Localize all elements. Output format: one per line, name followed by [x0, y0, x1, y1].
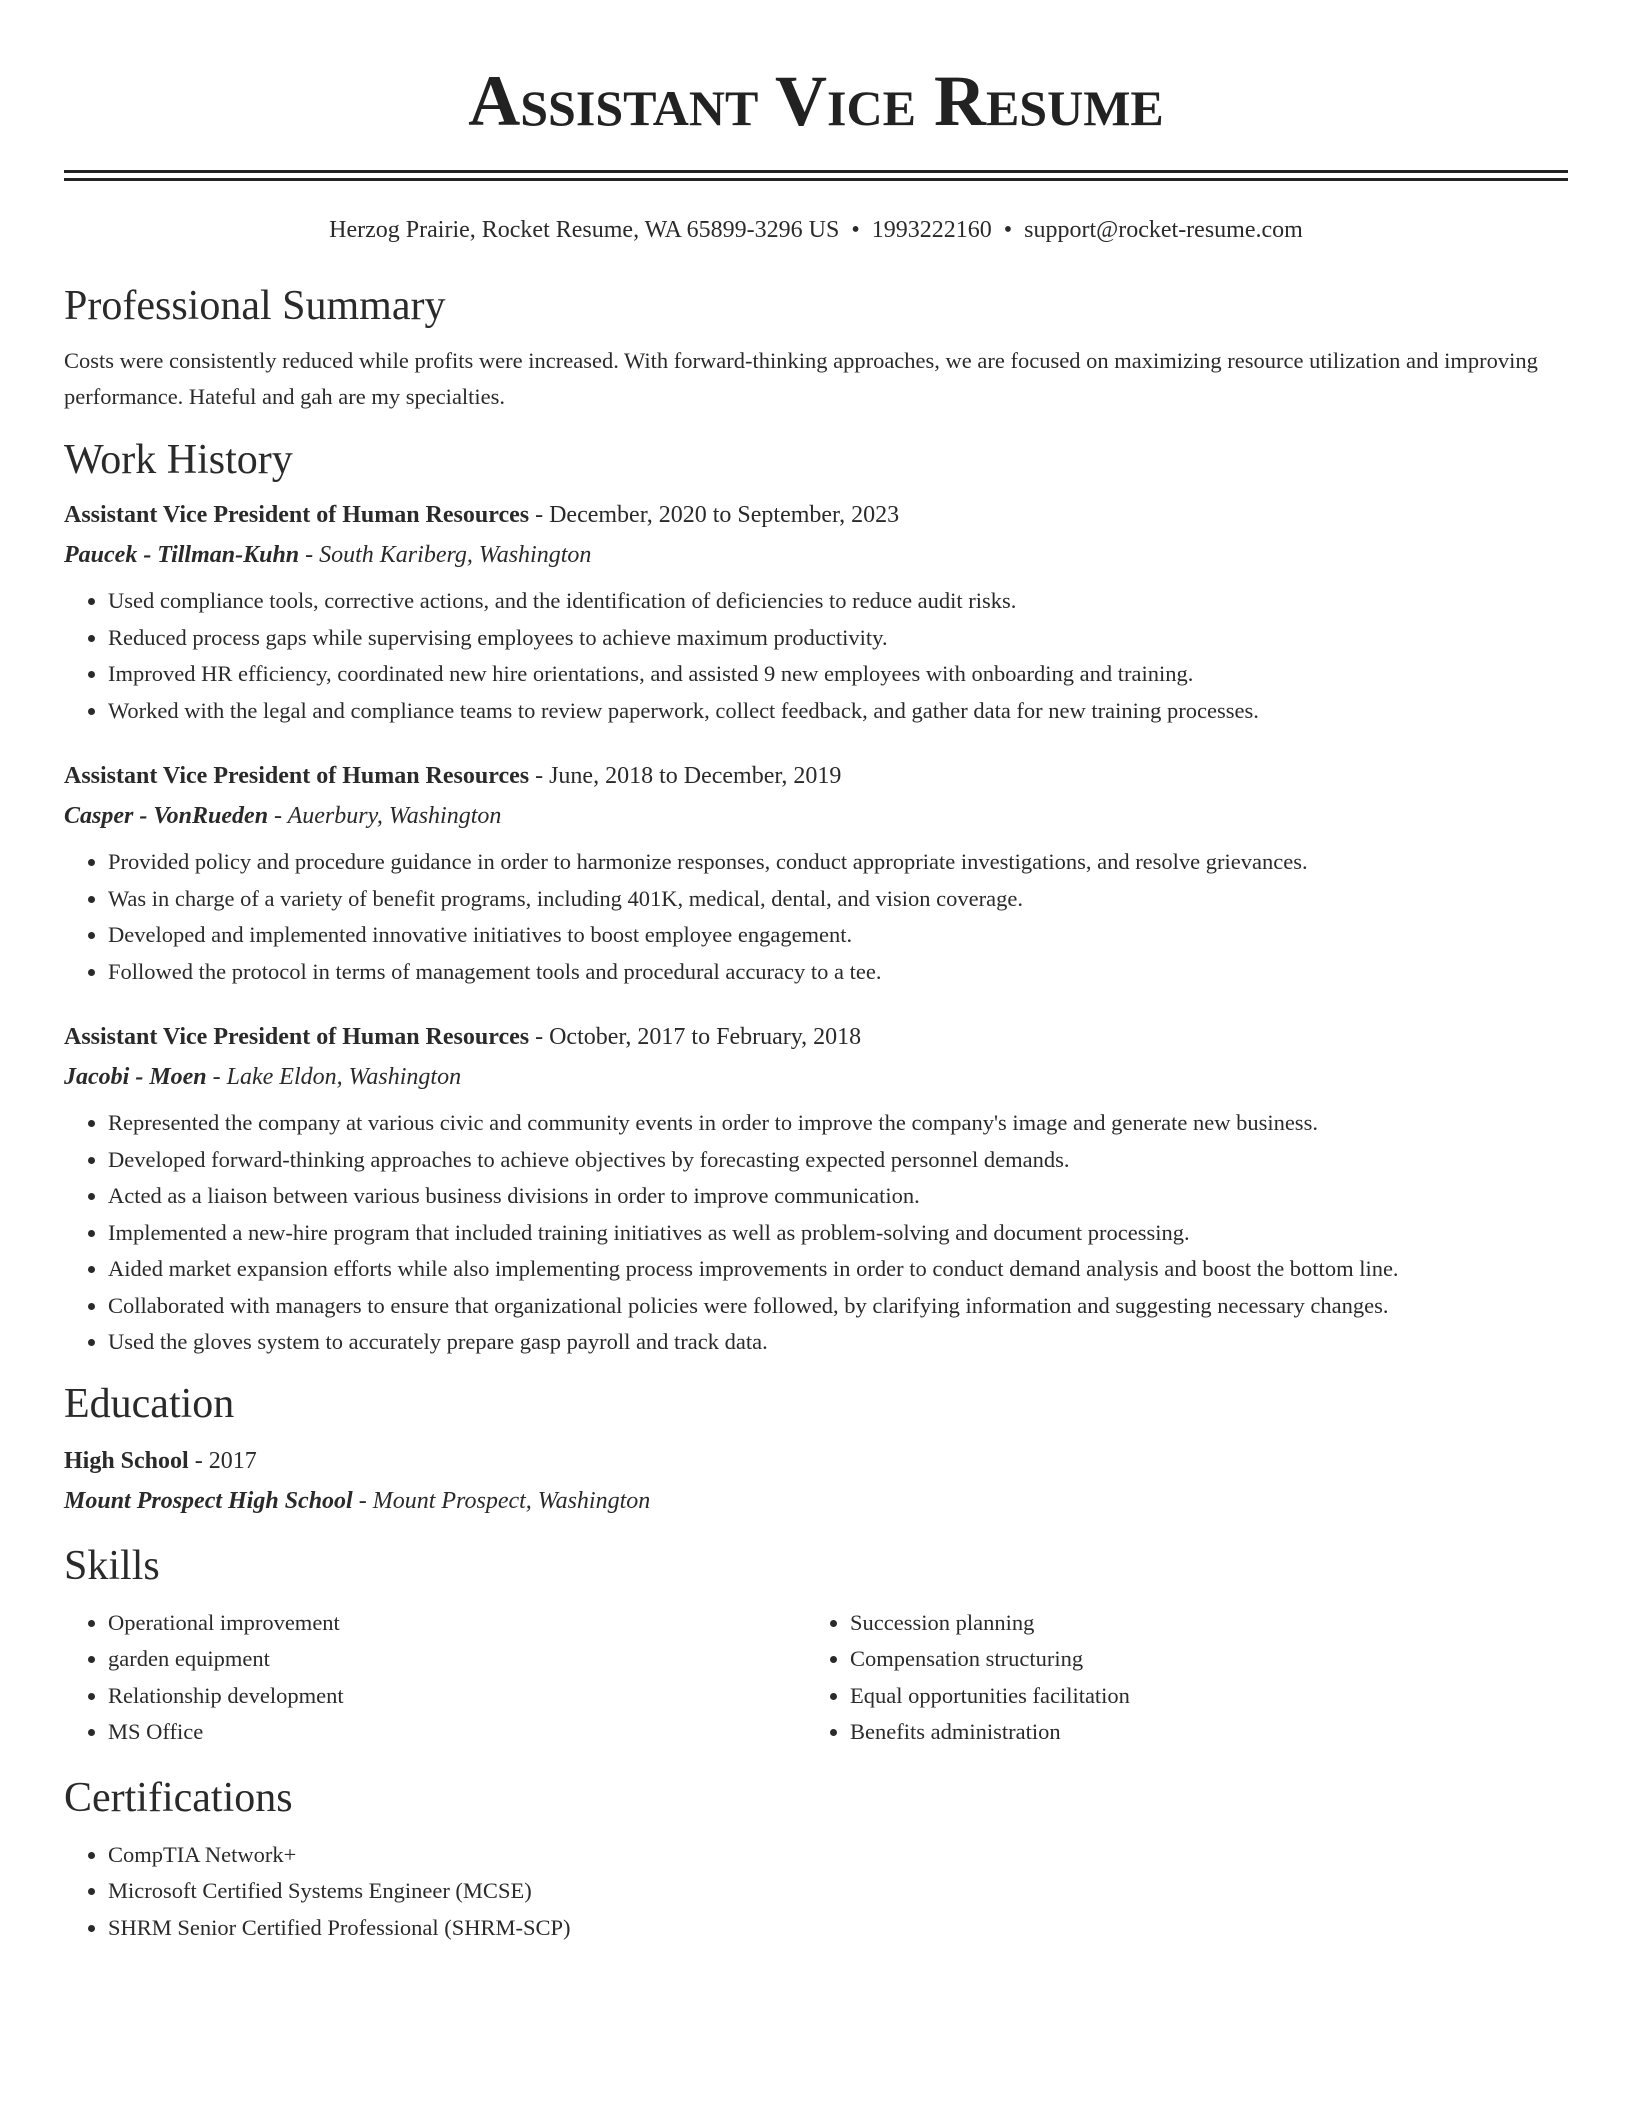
job-dates: - October, 2017 to February, 2018 [529, 1024, 862, 1050]
education-entry [64, 1443, 1568, 1519]
job-title-line [64, 758, 1568, 794]
job-location: - Auerbury, Washington [268, 803, 502, 829]
skill-item: • Benefits administration [850, 1714, 1548, 1751]
skill-item: • Compensation structuring [850, 1641, 1548, 1678]
contact-email: support@rocket-resume.com [1024, 217, 1303, 243]
job-location: - South Kariberg, Washington [299, 542, 592, 568]
job-title: Assistant Vice President of Human Resources [64, 502, 530, 528]
job-bullet: • Reduced process gaps while supervising employees to achieve maximum productivity. [108, 620, 1568, 657]
skills-list-right [806, 1605, 1548, 1751]
education-degree-line [64, 1443, 1568, 1479]
education-year: - 2017 [188, 1447, 257, 1474]
job-dates: - December, 2020 to September, 2023 [529, 502, 900, 528]
job-bullet: • Improved HR efficiency, coordinated new hire orientations, and assisted 9 new employees with onboarding and training. [108, 656, 1568, 693]
job-location: - Lake Eldon, Washington [206, 1064, 462, 1090]
job-title: Assistant Vice President of Human Resources [64, 1024, 530, 1050]
job-bullet: • Acted as a liaison between various business divisions in order to improve communication. [108, 1178, 1568, 1215]
job-bullet: • Implemented a new-hire program that included training initiatives as well as problem-solving and document processing. [108, 1215, 1568, 1252]
job-company: Jacobi - Moen [64, 1064, 207, 1090]
job-bullet: • Provided policy and procedure guidance in order to harmonize responses, conduct appropriate investigations, and resolve grievances. [108, 844, 1568, 881]
job-bullet: • Was in charge of a variety of benefit programs, including 401K, medical, dental, and vision coverage. [108, 881, 1568, 918]
job-title: Assistant Vice President of Human Resources [64, 763, 530, 789]
education-location: - Mount Prospect, Washington [352, 1487, 651, 1514]
contact-separator: • [1003, 217, 1013, 243]
skill-item: • Operational improvement [108, 1605, 806, 1642]
contact-line [64, 215, 1568, 245]
certifications-heading: Certifications [64, 1774, 293, 1821]
contact-phone: 1993222160 [871, 217, 992, 243]
education-heading: Education [64, 1380, 235, 1427]
summary-heading: Professional Summary [64, 283, 446, 329]
skill-item: • MS Office [108, 1714, 806, 1751]
job-title-line [64, 497, 1568, 533]
job-bullet: • Worked with the legal and compliance teams to review paperwork, collect feedback, and gather data for new training processes. [108, 693, 1568, 730]
job-company: Paucek - Tillman-Kuhn [64, 542, 300, 568]
job-title-line [64, 1019, 1568, 1055]
header-double-rule [64, 170, 1568, 181]
job-entry [64, 1019, 1568, 1361]
job-dates: - June, 2018 to December, 2019 [529, 763, 842, 789]
job-company-line [64, 1059, 1568, 1095]
education-school: Mount Prospect High School [64, 1487, 353, 1514]
job-entry [64, 758, 1568, 990]
skill-item: • Relationship development [108, 1678, 806, 1715]
job-bullet: • Used compliance tools, corrective actions, and the identification of deficiencies to reduce audit risks. [108, 583, 1568, 620]
work-history-heading: Work History [64, 437, 293, 483]
job-entry [64, 497, 1568, 729]
job-bullet: • Used the gloves system to accurately prepare gasp payroll and track data. [108, 1324, 1568, 1361]
skill-item: • garden equipment [108, 1641, 806, 1678]
skill-item: • Equal opportunities facilitation [850, 1678, 1548, 1715]
skill-item: • Succession planning [850, 1605, 1548, 1642]
job-company-line [64, 537, 1568, 573]
certification-item: • SHRM Senior Certified Professional (SHRM-SCP) [108, 1910, 1568, 1947]
skills-columns [64, 1605, 1568, 1751]
job-company: Casper - VonRueden [64, 803, 269, 829]
certifications-list [64, 1837, 1568, 1947]
contact-separator: • [851, 217, 860, 243]
job-bullet: • Aided market expansion efforts while also implementing process improvements in order to conduct demand analysis and boost the bottom line. [108, 1251, 1568, 1288]
resume-name: Assistant Vice Resume [468, 61, 1164, 141]
summary-text: Costs were consistently reduced while profits were increased. With forward-thinking approaches, we are focused on maximizing resource utilization and improving performance. Hateful and gah are my specialties. [64, 348, 1538, 409]
job-bullets [64, 583, 1568, 729]
job-bullet: • Followed the protocol in terms of management tools and procedural accuracy to a tee. [108, 954, 1568, 991]
certification-item: • Microsoft Certified Systems Engineer (MCSE) [108, 1873, 1568, 1910]
job-bullet: • Developed and implemented innovative initiatives to boost employee engagement. [108, 917, 1568, 954]
job-bullet: • Developed forward-thinking approaches to achieve objectives by forecasting expected personnel demands. [108, 1142, 1568, 1179]
job-company-line [64, 798, 1568, 834]
contact-address: Herzog Prairie, Rocket Resume, WA 65899-3296 US [329, 217, 840, 243]
job-bullets [64, 1105, 1568, 1361]
certification-item: • CompTIA Network+ [108, 1837, 1568, 1874]
skills-list-left [64, 1605, 806, 1751]
job-bullet: • Represented the company at various civic and community events in order to improve the company's image and generate new business. [108, 1105, 1568, 1142]
skills-heading: Skills [64, 1542, 160, 1589]
job-bullets [64, 844, 1568, 990]
education-degree: High School [64, 1447, 189, 1474]
job-bullet: • Collaborated with managers to ensure that organizational policies were followed, by clarifying information and suggesting necessary changes. [108, 1288, 1568, 1325]
education-school-line [64, 1483, 1568, 1519]
